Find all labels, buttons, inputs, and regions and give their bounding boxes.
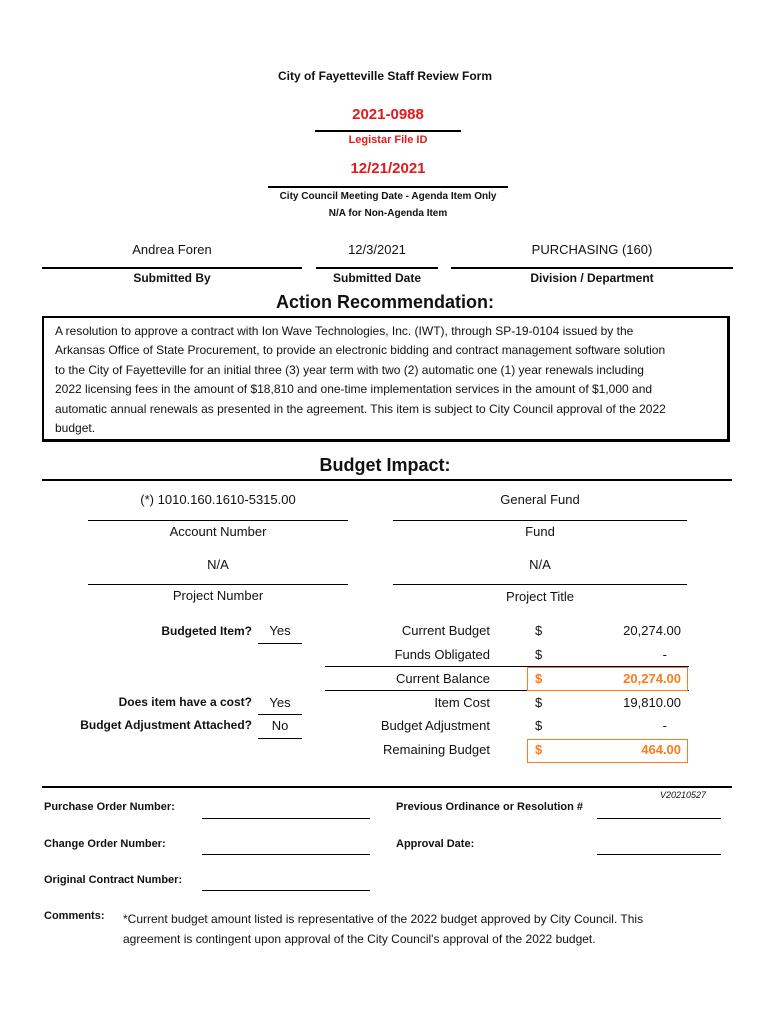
budgeted-item-label: Budgeted Item?: [161, 624, 252, 638]
has-cost-value: Yes: [269, 695, 291, 710]
submitted-by-value: Andrea Foren: [132, 242, 212, 257]
action-line: to the City of Fayetteville for an initial three (3) year term with two (2) automatic one (1) year renewals including: [55, 362, 644, 377]
current-budget-label: Current Budget: [401, 623, 490, 638]
purchase-order-field[interactable]: [202, 818, 370, 819]
legistar-file-id-label: Legistar File ID: [348, 134, 428, 146]
account-number-label: Account Number: [169, 524, 267, 539]
comments-line: agreement is contingent upon approval of the City Council's approval of the 2022 budget.: [123, 932, 596, 946]
current-balance-label: Current Balance: [396, 671, 490, 686]
meeting-date-underline: [268, 186, 508, 188]
meeting-date-label: City Council Meeting Date - Agenda Item Only: [279, 191, 497, 202]
budget-adjustment-label: Budget Adjustment: [380, 718, 490, 733]
form-title: City of Fayetteville Staff Review Form: [277, 69, 493, 83]
previous-ordinance-label: Previous Ordinance or Resolution #: [396, 801, 584, 813]
division-underline: [451, 267, 733, 269]
original-contract-label: Original Contract Number:: [44, 874, 183, 886]
account-number-underline: [88, 520, 348, 521]
submitted-by-label: Submitted By: [133, 271, 211, 285]
legistar-underline: [315, 130, 461, 132]
previous-ordinance-field[interactable]: [597, 818, 721, 819]
current-budget-currency: $: [535, 623, 543, 638]
form-version: V20210527: [660, 790, 707, 800]
meeting-date-sublabel: N/A for Non-Agenda Item: [328, 208, 448, 219]
submitted-date-value: 12/3/2021: [348, 242, 406, 257]
remaining-budget-label: Remaining Budget: [383, 742, 490, 757]
fund-underline: [393, 520, 687, 521]
budget-adjustment-attached-label: Budget Adjustment Attached?: [80, 718, 252, 732]
budget-impact-heading: Budget Impact:: [319, 455, 451, 475]
action-line: 2022 licensing fees in the amount of $18,810 and one-time implementation services in the amount of $1,000 and: [55, 382, 653, 397]
project-title-underline: [393, 584, 687, 585]
purchase-order-label: Purchase Order Number:: [44, 801, 175, 813]
legistar-file-id-value: 2021-0988: [352, 106, 424, 123]
current-budget-amount: 20,274.00: [623, 623, 681, 638]
current-balance-amount: 20,274.00: [623, 671, 681, 686]
division-label: Division / Department: [530, 271, 654, 285]
item-cost-label: Item Cost: [434, 695, 490, 710]
action-line: A resolution to approve a contract with Ion Wave Technologies, Inc. (IWT), through SP-19-0104 issued by the: [55, 324, 634, 338]
current-balance-currency: $: [535, 671, 543, 686]
original-contract-field[interactable]: [202, 890, 370, 891]
has-cost-underline: [258, 714, 302, 715]
division-value: PURCHASING (160): [531, 242, 653, 257]
submitted-date-label: Submitted Date: [332, 271, 421, 285]
budgeted-item-value: Yes: [269, 623, 291, 638]
has-cost-label: Does item have a cost?: [118, 695, 252, 709]
submitted-date-underline: [316, 267, 438, 269]
approval-date-field[interactable]: [597, 854, 721, 855]
funds-obligated-amount: -: [662, 647, 667, 662]
comments-text: [123, 909, 643, 949]
remaining-budget-amount: 464.00: [641, 742, 681, 757]
remaining-budget-currency: $: [535, 742, 543, 757]
budget-adjustment-amount: -: [662, 718, 667, 733]
project-title-label: Project Title: [506, 589, 574, 604]
submitted-by-underline: [42, 267, 302, 269]
funds-obligated-currency: $: [535, 647, 543, 662]
action-line: Arkansas Office of State Procurement, to provide an electronic bidding and contract management software solution: [55, 343, 666, 358]
item-cost-amount: 19,810.00: [623, 695, 681, 710]
funds-obligated-label: Funds Obligated: [394, 647, 490, 662]
action-recommendation-box: [42, 316, 730, 442]
action-recommendation-text: [55, 322, 666, 438]
footer-rule: [42, 786, 732, 788]
comments-line: *Current budget amount listed is representative of the 2022 budget approved by City Council. This: [123, 912, 644, 926]
project-number-label: Project Number: [172, 588, 264, 603]
fund-label: Fund: [525, 524, 555, 539]
budget-adjustment-currency: $: [535, 718, 543, 733]
budget-impact-rule: [42, 479, 732, 481]
change-order-field[interactable]: [202, 854, 370, 855]
budget-adjustment-attached-underline: [258, 738, 302, 739]
approval-date-label: Approval Date:: [396, 838, 475, 850]
project-number-value: N/A: [207, 557, 229, 572]
project-number-underline: [88, 584, 348, 585]
comments-label: Comments:: [44, 910, 105, 922]
action-recommendation-heading: Action Recommendation:: [275, 292, 494, 312]
action-line: automatic annual renewals as presented in the agreement. This item is subject to City Council approval of the 2022: [55, 401, 666, 416]
meeting-date-value: 12/21/2021: [350, 160, 426, 177]
change-order-label: Change Order Number:: [44, 838, 166, 850]
project-title-value: N/A: [529, 557, 551, 572]
budget-adjustment-attached-value: No: [271, 718, 289, 733]
fund-value: General Fund: [500, 492, 580, 507]
action-line: budget.: [55, 421, 96, 436]
account-number-value: (*) 1010.160.1610-5315.00: [140, 492, 296, 507]
item-cost-currency: $: [535, 695, 543, 710]
budgeted-item-underline: [258, 643, 302, 644]
